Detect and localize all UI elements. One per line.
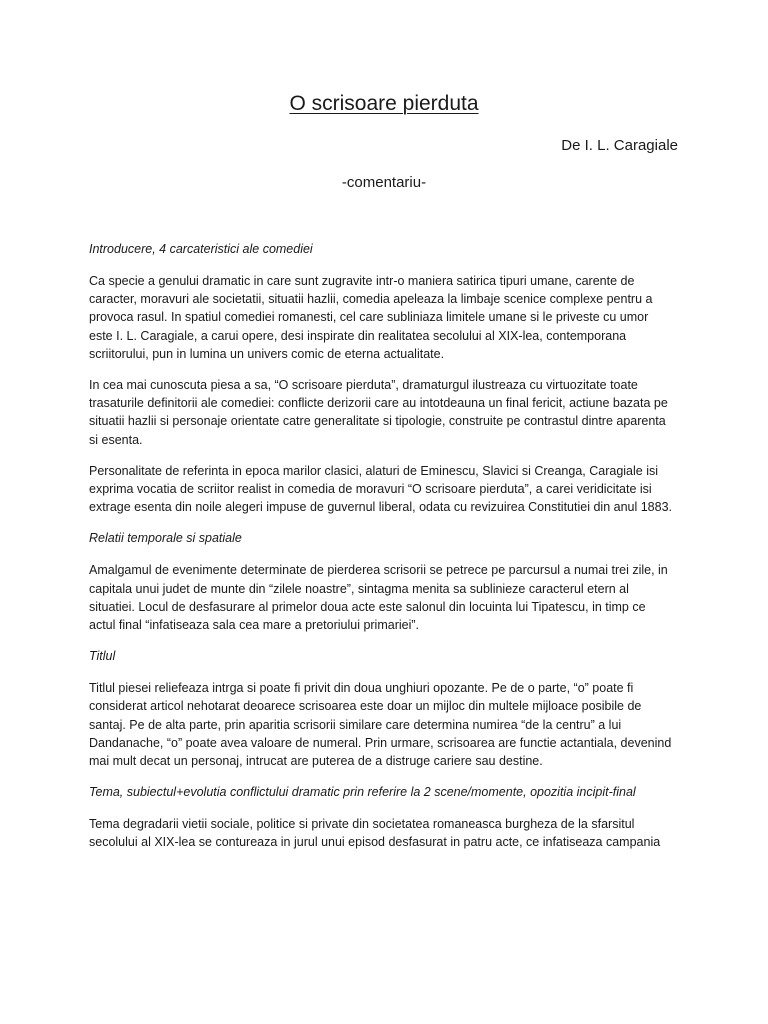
section-relatii <box>89 529 675 634</box>
document-body <box>89 240 675 865</box>
document-author: De I. L. Caragiale <box>561 137 678 154</box>
section-titlul <box>89 647 675 770</box>
paragraph: Personalitate de referinta in epoca marilor clasici, alaturi de Eminescu, Slavici si Creanga, Caragiale isi exprima vocatia de scriitor realist in comedia de moravuri “O scrisoare pierduta”, a carei veridicitate isi extrage esenta din noile alegeri impuse de guvernul liberal, odata cu revizuirea Constitutiei din anul 1883. <box>89 463 673 515</box>
section-heading: Introducere, 4 carcateristici ale comediei <box>89 242 313 256</box>
paragraph: In cea mai cunoscuta piesa a sa, “O scrisoare pierduta”, dramaturgul ilustreaza cu virtuozitate toate trasaturile definitorii ale comediei: conflicte derizorii care au intotdeauna un final fericit, actiune bazata pe situatii hazlii si personaje orientate catre generalitate si tipologie, construite pe contrastul dintre aparenta si esenta. <box>89 378 668 447</box>
paragraph: Ca specie a genului dramatic in care sunt zugravite intr-o maniera satirica tipuri umane, carente de caracter, moravuri ale societatii, situatii hazlii, comedia apeleaza la limbaje scenice complexe pentru a provoca rasul. In spatiul comediei romanesti, cel care subliniaza limitele umane si le priveste cu umor este I. L. Caragiale, a carui opere, desi inspirate din realitatea secolului al XIX-lea, contemporana scriitorului, pun in lumina un univers comic de eterna actualitate. <box>89 274 653 361</box>
paragraph: Titlul piesei reliefeaza intrga si poate fi privit din doua unghiuri opozante. Pe de o parte, “o” poate fi considerat articol nehotarat deoarece scrisoarea este doar un mijloc din multele mijloace posibile de santaj. Pe de alta parte, prin aparitia scrisorii similare care determina numirea “de la centru” a lui Dandanache, “o” poate avea valoare de numeral. Prin urmare, scrisoarea are functie actantiala, devenind mai mult decat un personaj, intrucat are puterea de a distruge cariere sau destine. <box>89 681 672 769</box>
section-heading: Titlul <box>89 649 116 664</box>
section-introducere <box>89 240 675 516</box>
section-heading: Tema, subiectul+evolutia conflictului dramatic prin referire la 2 scene/momente, opozitia incipit-final <box>89 785 636 800</box>
paragraph: Amalgamul de evenimente determinate de pierderea scrisorii se petrece pe parcursul a numai trei zile, in capitala unui judet de munte din “zilele noastre”, sintagma menita sa sublinieze caracterul etern al situatiei. Locul de desfasurare al primelor doua acte este salonul din locuinta lui Tipatescu, in timp ce actul final “infatiseaza sala cea mare a pretoriului primariei”. <box>89 563 668 633</box>
document-subtitle: -comentariu- <box>341 174 427 191</box>
section-heading: Relatii temporale si spatiale <box>89 531 242 546</box>
section-tema <box>89 783 675 851</box>
document-title: O scrisoare pierduta <box>289 92 479 115</box>
paragraph: Tema degradarii vietii sociale, politice si private din societatea romaneasca burgheza de la sfarsitul secolului al XIX-lea se contureaza in jurul unui episod desfasurat in patru acte, ce infatiseaza campania <box>89 817 661 850</box>
